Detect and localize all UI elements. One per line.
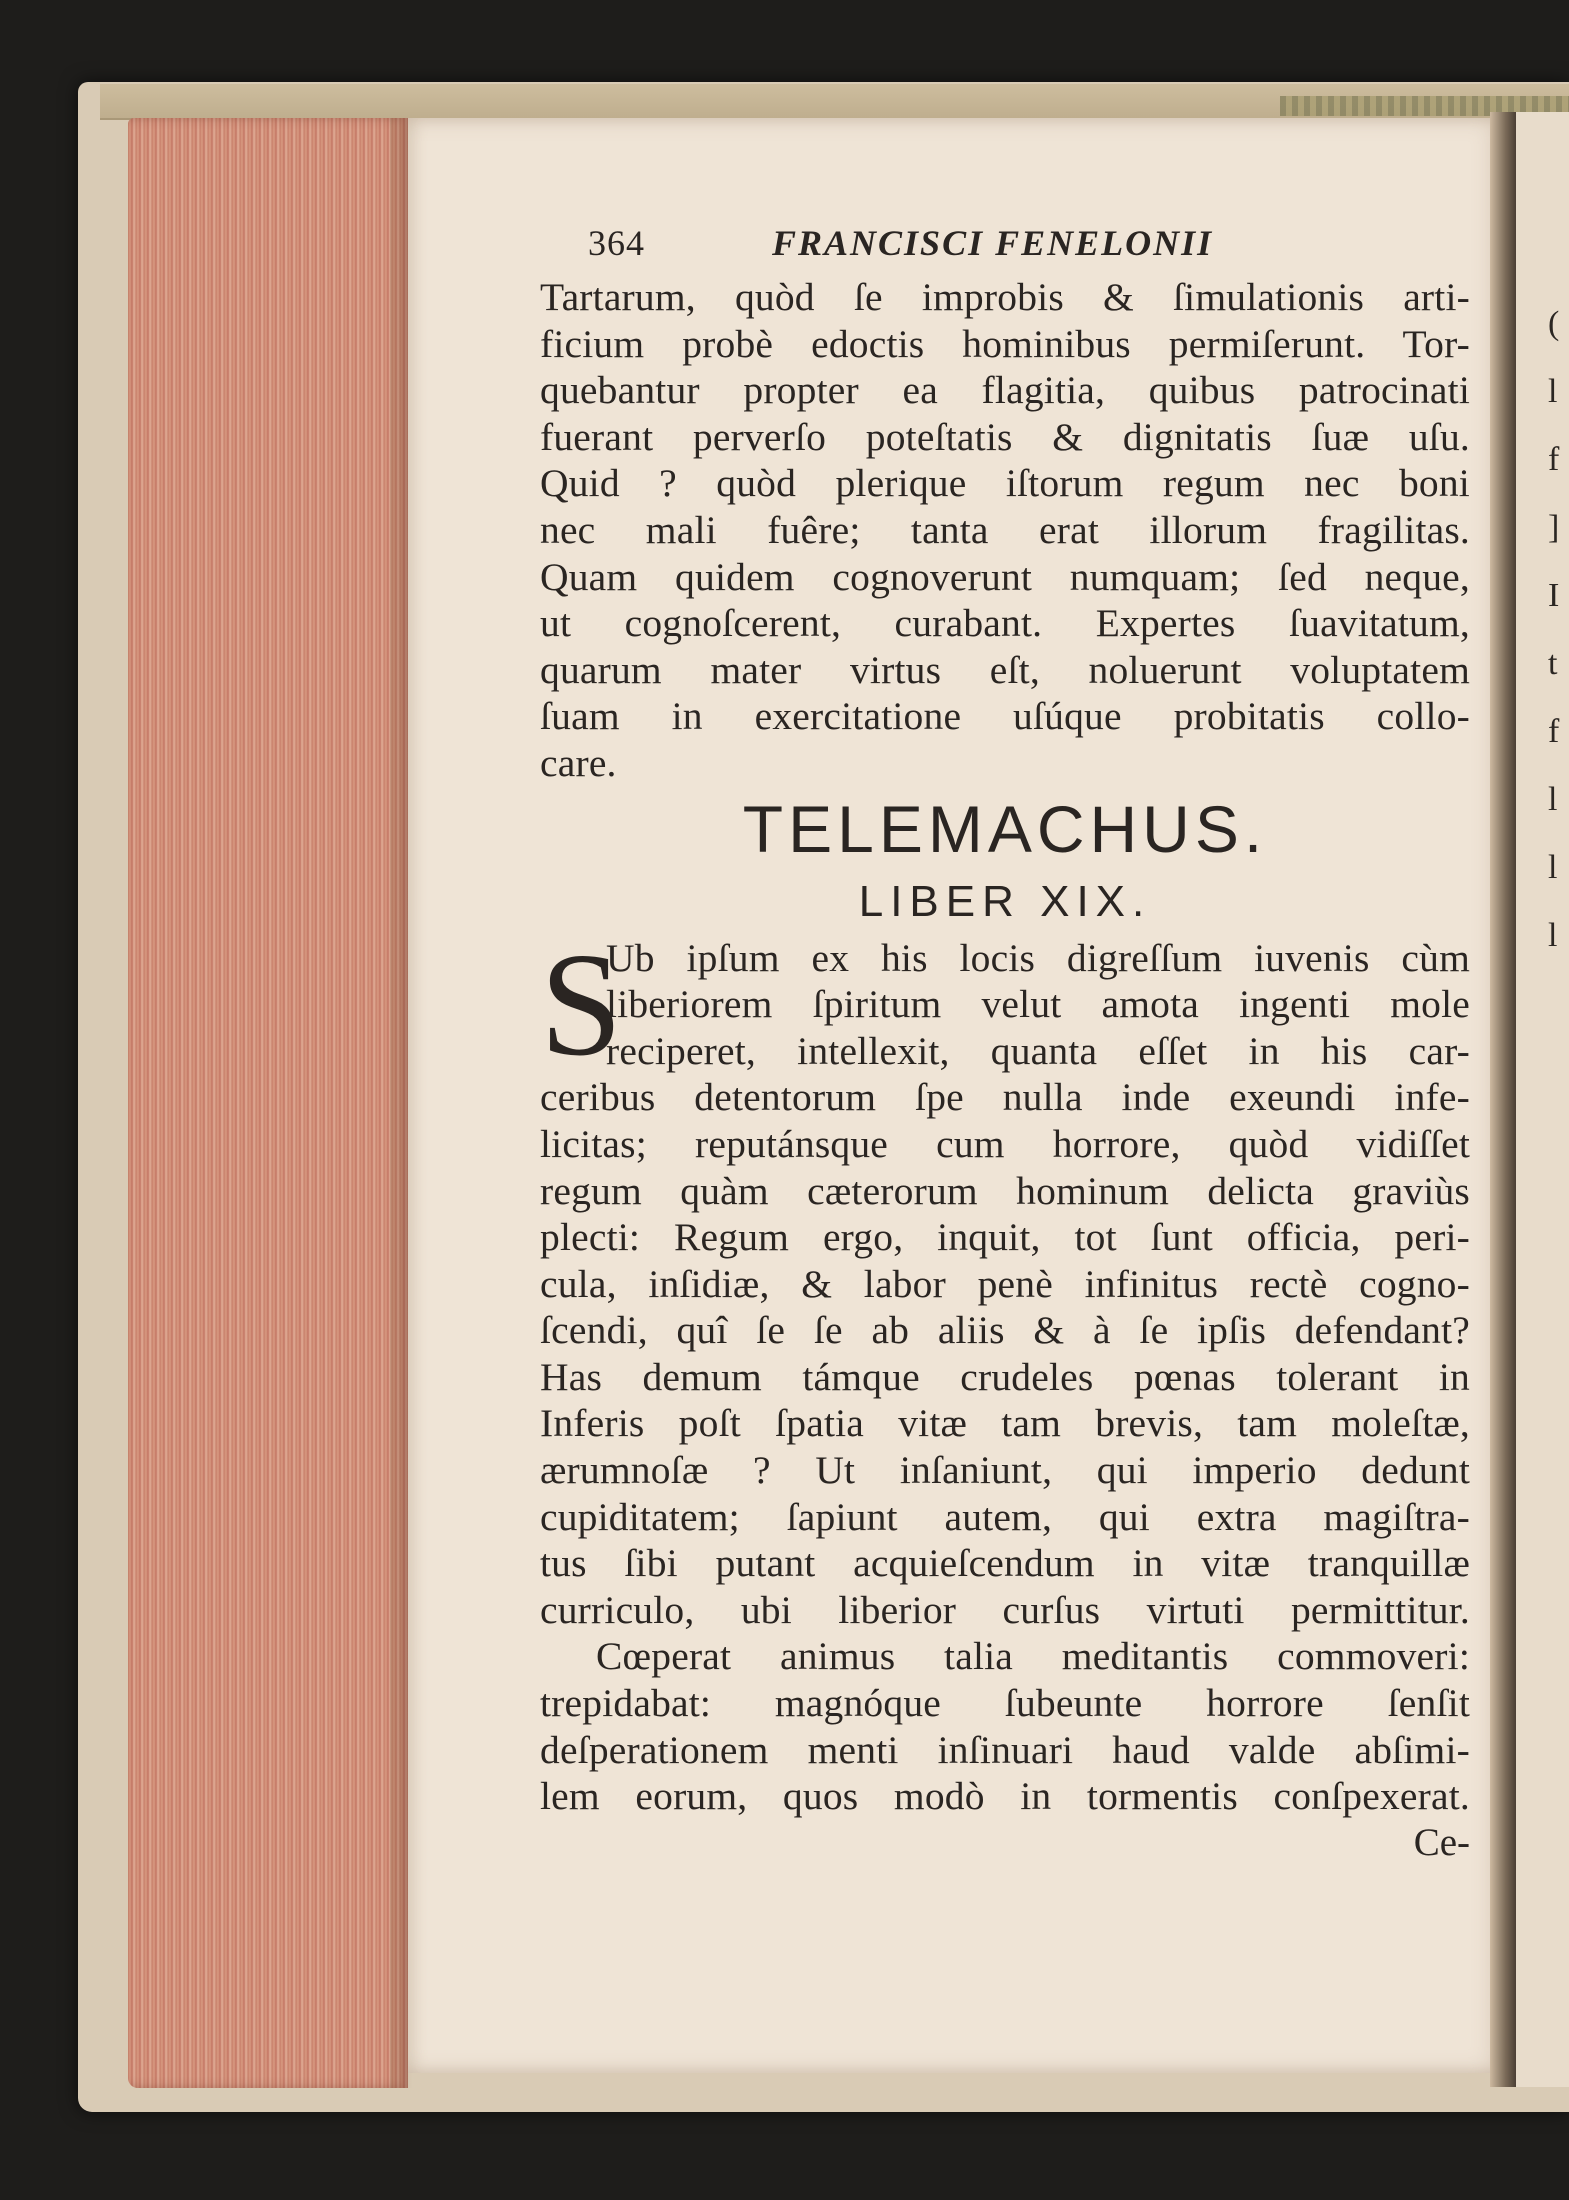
text-line: regum quàm cæterorum hominum delicta graviùs [540, 1168, 1470, 1213]
text-line: deſperationem menti inſinuari haud valde abſimi- [540, 1727, 1470, 1772]
page-number: 364 [588, 223, 645, 263]
paragraph-2 [540, 922, 1470, 1634]
book-gutter [1490, 112, 1516, 2087]
text-line: ærumnoſæ ? Ut inſaniunt, qui imperio dedunt [540, 1448, 1470, 1493]
book-subtitle: LIBER XIX. [858, 876, 1152, 926]
facing-letter: l [1548, 373, 1558, 410]
text-line: ut cognoſcerent, curabant. Expertes ſuavitatum, [540, 601, 1470, 646]
text-line: nec mali fuêre; tanta erat illorum fragilitas. [540, 507, 1470, 552]
facing-letter: l [1548, 917, 1558, 954]
text-line: ſuam in exercitatione uſúque probitatis collo- [540, 694, 1470, 739]
text-line: curriculo, ubi liberior curſus virtuti permittitur. [540, 1587, 1470, 1632]
running-head: FRANCISCI FENELONII [772, 223, 1214, 263]
text-line: cula, inſidiæ, & labor penè infinitus rectè cogno- [540, 1261, 1470, 1306]
text-line: Cœperat animus talia meditantis commoveri: [596, 1634, 1470, 1679]
page-content [540, 222, 1470, 1866]
text-line: ceribus detentorum ſpe nulla inde exeundi infe- [540, 1075, 1470, 1120]
text-line: quebantur propter ea flagitia, quibus patrocinati [540, 368, 1470, 413]
facing-letter: ( [1548, 305, 1560, 342]
book-title: TELEMACHUS. [742, 791, 1268, 866]
text-line: ficium probè edoctis hominibus permiſerunt. Tor- [540, 321, 1470, 366]
facing-letter: l [1548, 781, 1558, 818]
drop-cap-lines [540, 922, 1470, 1087]
drop-cap: S [540, 922, 623, 1087]
paragraph-2-body [540, 1074, 1470, 1633]
text-line: reciperet, intellexit, quanta eſſet in his car- [606, 1028, 1470, 1073]
facing-letter: I [1548, 577, 1560, 614]
facing-page-text [1548, 290, 1569, 970]
text-line: licitas; reputánsque cum horrore, quòd vidiſſet [540, 1121, 1470, 1166]
text-line: Ub ipſum ex his locis digreſſum iuvenis cùm [606, 935, 1470, 980]
facing-letter: ] [1548, 509, 1560, 546]
text-line: trepidabat: magnóque ſubeunte horrore ſenſit [540, 1681, 1470, 1726]
text-line: lem eorum, quos modò in tormentis conſpexerat. [540, 1774, 1470, 1819]
facing-letter: t [1548, 645, 1558, 682]
text-line: liberiorem ſpiritum velut amota ingenti mole [606, 982, 1470, 1027]
catchword: Ce- [1413, 1820, 1470, 1864]
text-line: fuerant perverſo poteſtatis & dignitatis ſuæ uſu. [540, 414, 1470, 459]
text-line: Quam quidem cognoverunt numquam; ſed neque, [540, 554, 1470, 599]
text-line: Inferis poſt ſpatia vitæ tam brevis, tam moleſtæ, [540, 1401, 1470, 1446]
paragraph-1 [540, 274, 1470, 787]
text-line: plecti: Regum ergo, inquit, tot ſunt officia, peri- [540, 1215, 1470, 1260]
text-line: quarum mater virtus eſt, noluerunt voluptatem [540, 647, 1470, 692]
text-line: Quid ? quòd plerique iſtorum regum nec boni [540, 461, 1470, 506]
facing-letter: f [1548, 441, 1560, 478]
facing-letter: f [1548, 713, 1560, 750]
facing-letter: l [1548, 849, 1558, 886]
text-line: tus ſibi putant acquieſcendum in vitæ tranquillæ [540, 1541, 1470, 1586]
text-line: Has demum támque crudeles pœnas tolerant in [540, 1354, 1470, 1399]
paragraph-3 [540, 1633, 1470, 1819]
text-line: Tartarum, quòd ſe improbis & ſimulationis arti- [540, 275, 1470, 319]
page-block-edge [128, 118, 408, 2088]
text-line: cupiditatem; ſapiunt autem, qui extra magiſtra- [540, 1494, 1470, 1539]
page-header [540, 222, 1470, 274]
text-line: ſcendi, quî ſe ſe ab aliis & à ſe ipſis defendant? [540, 1308, 1470, 1353]
text-line: care. [540, 740, 617, 785]
